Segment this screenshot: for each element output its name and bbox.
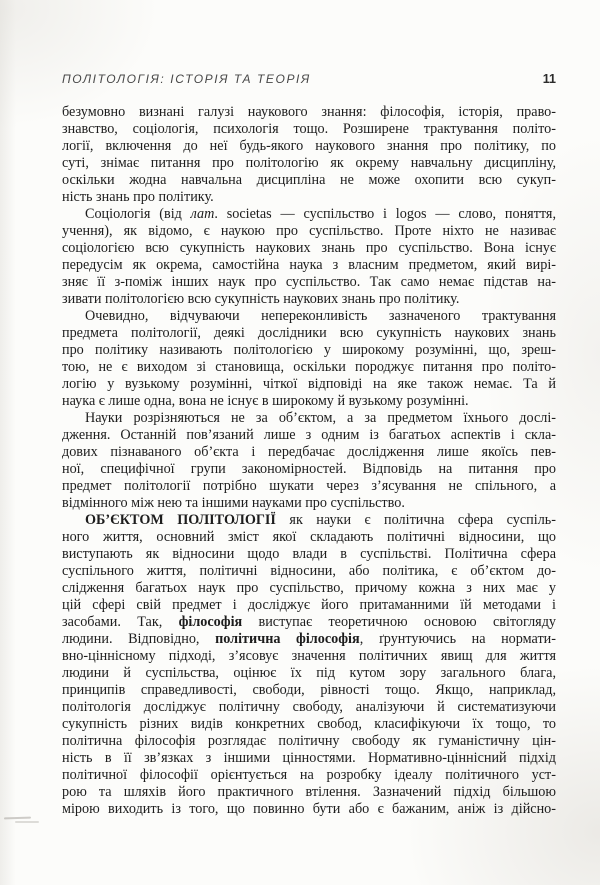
text-line — [62, 478, 556, 495]
body-text: наука є лише одна, вона не існує в широкому й вузькому розумінні. — [62, 393, 469, 409]
text-line — [62, 529, 556, 546]
text-line — [62, 410, 556, 427]
text-line — [62, 444, 556, 461]
body-text: політична філософія розглядає політичну свободу як гуманістичну цін- — [62, 733, 556, 749]
text-line — [62, 121, 556, 138]
text-line — [62, 563, 556, 580]
text-line — [62, 495, 556, 512]
text-line — [62, 784, 556, 801]
text-line — [62, 325, 556, 342]
page-number: 11 — [542, 72, 556, 86]
page-body — [62, 104, 556, 818]
text-line — [62, 342, 556, 359]
body-text: слідження багатьох наук про суспільство, причому кожна з них має у — [62, 580, 556, 596]
body-text: ного життя, основний зміст якої складають політичні відносини, що — [62, 529, 556, 545]
body-text: суспільного життя, політичні відносини, або політика, є об’єктом до- — [62, 563, 556, 579]
body-text: соціологією всю сукупність наукових знань про суспільство. Вона існує — [62, 240, 556, 256]
text-line — [62, 172, 556, 189]
text-line — [62, 189, 556, 206]
body-text: предмета політології, деякі дослідники всю сукупність наукових знань — [62, 325, 556, 341]
body-text: дження. Останній пов’язаний лише з одним із багатьох аспектів і скла- — [62, 427, 556, 443]
body-text: , ґрунтуючись на нормати- — [359, 631, 556, 647]
body-text: Соціологія (від — [85, 206, 191, 222]
scan-artifact — [0, 817, 44, 823]
text-line — [62, 104, 556, 121]
text-line — [62, 393, 556, 410]
body-text: сукупність різних видів конкретних свобод, класифікуючи їх тощо, то — [62, 716, 556, 732]
running-header — [62, 72, 556, 86]
body-text: ність знань про політику. — [62, 189, 214, 205]
body-text: . societas — суспільство і logos — слово, поняття, — [214, 206, 556, 222]
text-line — [62, 512, 556, 529]
body-text: ність в її зв’язках з іншими цінностями. Нормативно-ціннісний підхід — [62, 750, 556, 766]
body-text: оскільки жодна навчальна дисципліна не може охопити всю сукуп- — [62, 172, 556, 188]
text-line — [62, 359, 556, 376]
body-text: засобами. Так, — [62, 614, 179, 630]
text-line — [62, 665, 556, 682]
text-line — [62, 631, 556, 648]
text-line — [62, 308, 556, 325]
body-text: вно-ціннісному підході, з’ясовує значення політичних явищ для життя — [62, 648, 556, 664]
body-text: передусім як окрема, самостійна наука з власним предметом, який вирі- — [62, 257, 556, 273]
text-line — [62, 614, 556, 631]
body-text: ної, специфічної групи закономірностей. Відповідь на питання про — [62, 461, 556, 477]
body-text: принципів справедливості, свободи, рівності тощо. Якщо, наприклад, — [62, 682, 556, 698]
body-text: Науки розрізняються не за об’єктом, а за предметом їхнього дослі- — [85, 410, 556, 426]
body-text: знавство, соціологія, психологія тощо. Розширене трактування політо- — [62, 121, 556, 137]
body-text: зивати політологією всю сукупність наукових знань про політику. — [62, 291, 460, 307]
text-line — [62, 427, 556, 444]
text-line — [62, 750, 556, 767]
text-line — [62, 733, 556, 750]
body-text: дових пізнаваного об’єкта і передбачає дослідження лише якоїсь пев- — [62, 444, 556, 460]
text-line — [62, 206, 556, 223]
text-line — [62, 546, 556, 563]
text-line — [62, 240, 556, 257]
body-text: цій сфері свій предмет і досліджує його притаманними їй методами і — [62, 597, 556, 613]
text-line — [62, 682, 556, 699]
text-line — [62, 648, 556, 665]
body-text: учення), як відомо, є наукою про суспільство. Проте ніхто не називає — [62, 223, 556, 239]
text-line — [62, 155, 556, 172]
body-text: виступає теоретичною основою світогляду — [242, 614, 557, 630]
text-line — [62, 376, 556, 393]
bold-text: політична філософія — [215, 631, 360, 647]
body-text: мірою виходить із того, що повинно бути або є бажаним, аніж із дійсно- — [62, 801, 556, 817]
text-line — [62, 716, 556, 733]
running-header-title: ПОЛІТОЛОГІЯ: ІСТОРІЯ ТА ТЕОРІЯ — [62, 72, 311, 86]
body-text: про політику називають політологією у широкому розумінні, що, зреш- — [62, 342, 556, 358]
text-line — [62, 461, 556, 478]
text-line — [62, 223, 556, 240]
body-text: логію у вузькому розумінні, чіткої відповіді на яке також немає. Та й — [62, 376, 556, 392]
body-text: відмінного між нею та іншими науками про суспільство. — [62, 495, 405, 511]
italic-text: лат — [190, 206, 215, 222]
body-text: логії, включення до неї будь-якого наукового знання про політику, по — [62, 138, 556, 154]
body-text: людини й суспільства, оцінює їх під кутом зору загального блага, — [62, 665, 556, 681]
body-text: предмет політології потрібно шукати через з’ясування не спільного, а — [62, 478, 556, 494]
text-line — [62, 699, 556, 716]
text-line — [62, 138, 556, 155]
body-text: суті, знімає питання про політологію як окрему навчальну дисципліну, — [62, 155, 556, 171]
body-text: тою, не є виходом зі становища, оскільки породжує питання про політо- — [62, 359, 556, 375]
text-line — [62, 801, 556, 818]
body-text: політичної філософії орієнтується на розробку ідеалу політичного уст- — [62, 767, 556, 783]
body-text: безумовно визнані галузі наукового знання: філософія, історія, право- — [62, 104, 556, 120]
body-text: політологія досліджує політичну свободу, аналізуючи й систематизуючи — [62, 699, 556, 715]
body-text: людини. Відповідно, — [62, 631, 216, 647]
body-text: як науки є політична сфера суспіль- — [275, 512, 556, 528]
text-line — [62, 580, 556, 597]
text-line — [62, 767, 556, 784]
text-line — [62, 257, 556, 274]
text-line — [62, 597, 556, 614]
body-text: Очевидно, відчуваючи непереконливість зазначеного трактування — [85, 308, 556, 324]
body-text: рою та шляхів його практичного втілення. Зазначений підхід більшою — [62, 784, 556, 800]
text-line — [62, 274, 556, 291]
body-text: виступають як відносини щодо влади в суспільстві. Політична сфера — [62, 546, 556, 562]
bold-text: філософія — [178, 614, 243, 630]
text-line — [62, 291, 556, 308]
body-text: зняє її з-поміж інших наук про суспільство. Так само немає підстав на- — [62, 274, 556, 290]
bold-text: ОБ’ЄКТОМ ПОЛІТОЛОГІЇ — [85, 512, 276, 528]
